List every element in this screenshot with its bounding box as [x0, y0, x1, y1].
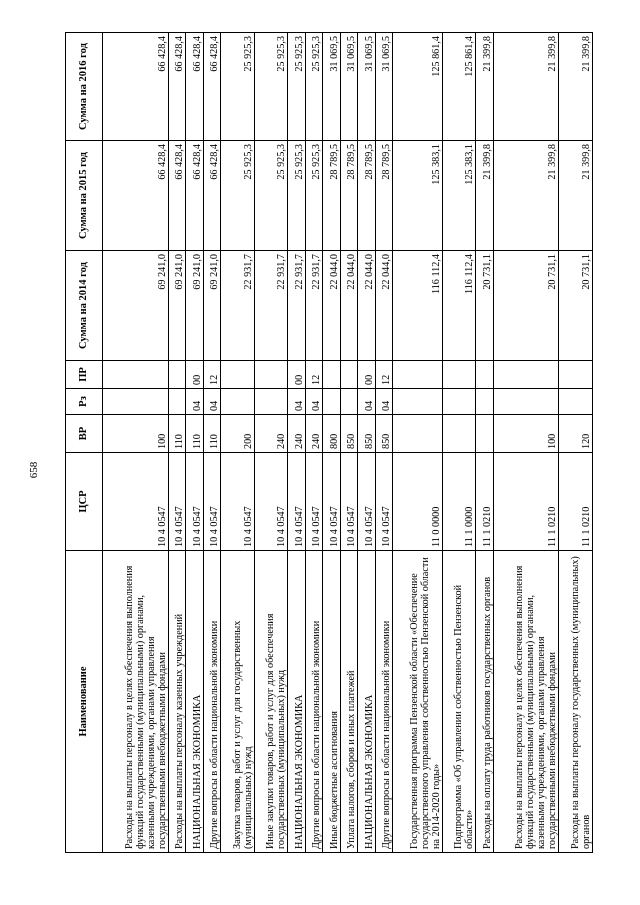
cell-vr: 200 [221, 415, 255, 453]
cell-pr: 00 [358, 361, 376, 389]
table-row [358, 33, 376, 853]
cell-rz [103, 389, 169, 415]
cell-2016: 31 069,5 [340, 33, 358, 141]
cell-2016: 25 925,3 [305, 33, 323, 141]
cell-pr: 00 [186, 361, 204, 389]
cell-vr: 100 [103, 415, 169, 453]
cell-2015: 28 789,5 [375, 141, 393, 251]
cell-vr: 120 [559, 415, 593, 453]
cell-2015: 66 428,4 [103, 141, 169, 251]
table-row [103, 33, 169, 853]
cell-2014: 22 044,0 [340, 251, 358, 361]
cell-2016: 31 069,5 [375, 33, 393, 141]
cell-pr: 00 [288, 361, 306, 389]
cell-rz: 04 [305, 389, 323, 415]
cell-rz: 04 [288, 389, 306, 415]
cell-2015: 25 925,3 [305, 141, 323, 251]
header-2014: Сумма на 2014 год [66, 251, 103, 361]
cell-2014: 22 044,0 [375, 251, 393, 361]
cell-csr: 10 4 0547 [323, 453, 341, 551]
cell-pr: 12 [203, 361, 221, 389]
cell-csr: 10 4 0547 [168, 453, 186, 551]
cell-vr: 100 [493, 415, 559, 453]
cell-csr: 10 4 0547 [186, 453, 204, 551]
header-2016: Сумма на 2016 год [66, 33, 103, 141]
cell-rz: 04 [186, 389, 204, 415]
cell-2015: 125 383,1 [442, 141, 476, 251]
cell-2014: 22 044,0 [358, 251, 376, 361]
cell-pr [168, 361, 186, 389]
table-row [375, 33, 393, 853]
cell-csr: 10 4 0547 [254, 453, 288, 551]
cell-2016: 25 925,3 [221, 33, 255, 141]
cell-name: Расходы на выплаты персоналу казенных учреждений [168, 551, 186, 853]
cell-csr: 10 4 0547 [375, 453, 393, 551]
table-row [393, 33, 443, 853]
cell-vr: 240 [305, 415, 323, 453]
cell-2014: 22 931,7 [305, 251, 323, 361]
cell-rz [493, 389, 559, 415]
cell-vr: 110 [203, 415, 221, 453]
cell-name: Расходы на выплаты персоналу в целях обеспечения выполнения функций государственными (муниципальными) органами, казенными учреждениями, органами управления государственными внебюджетными фондами [493, 551, 559, 853]
cell-2016: 25 925,3 [288, 33, 306, 141]
cell-pr [493, 361, 559, 389]
cell-vr: 800 [323, 415, 341, 453]
cell-vr [393, 415, 443, 453]
cell-name: Закупка товаров, работ и услуг для государственных (муниципальных) нужд [221, 551, 255, 853]
cell-2014: 22 931,7 [254, 251, 288, 361]
cell-pr [340, 361, 358, 389]
cell-2015: 25 925,3 [288, 141, 306, 251]
cell-rz [168, 389, 186, 415]
cell-rz [254, 389, 288, 415]
cell-vr: 240 [288, 415, 306, 453]
cell-2015: 21 399,8 [493, 141, 559, 251]
cell-csr: 11 1 0210 [493, 453, 559, 551]
header-row [66, 33, 103, 853]
cell-vr: 850 [340, 415, 358, 453]
cell-csr: 11 1 0210 [559, 453, 593, 551]
cell-name: НАЦИОНАЛЬНАЯ ЭКОНОМИКА [358, 551, 376, 853]
cell-csr: 10 4 0547 [305, 453, 323, 551]
header-name: Наименование [66, 551, 103, 853]
cell-2014: 22 931,7 [288, 251, 306, 361]
cell-rz [476, 389, 494, 415]
cell-2016: 25 925,3 [254, 33, 288, 141]
cell-2016: 66 428,4 [203, 33, 221, 141]
table-row [203, 33, 221, 853]
cell-vr [476, 415, 494, 453]
cell-2016: 21 399,8 [493, 33, 559, 141]
cell-2015: 66 428,4 [168, 141, 186, 251]
table-row [288, 33, 306, 853]
cell-2016: 66 428,4 [186, 33, 204, 141]
cell-name: Другие вопросы в области национальной экономики [305, 551, 323, 853]
header-pr: ПР [66, 361, 103, 389]
cell-csr: 11 0 0000 [393, 453, 443, 551]
cell-2015: 125 383,1 [393, 141, 443, 251]
header-csr: ЦСР [66, 453, 103, 551]
page-number: 658 [28, 461, 40, 479]
cell-2014: 69 241,0 [168, 251, 186, 361]
cell-vr: 110 [186, 415, 204, 453]
cell-2014: 20 731,1 [476, 251, 494, 361]
cell-name: Уплата налогов, сборов и иных платежей [340, 551, 358, 853]
table-row [168, 33, 186, 853]
cell-2014: 20 731,1 [559, 251, 593, 361]
cell-2016: 31 069,5 [323, 33, 341, 141]
cell-name: Иные бюджетные ассигнования [323, 551, 341, 853]
cell-pr [323, 361, 341, 389]
cell-csr: 10 4 0547 [288, 453, 306, 551]
cell-csr: 10 4 0547 [103, 453, 169, 551]
cell-csr: 10 4 0547 [358, 453, 376, 551]
cell-pr [393, 361, 443, 389]
cell-2016: 21 399,8 [559, 33, 593, 141]
budget-table-wrapper [65, 33, 593, 853]
cell-2015: 66 428,4 [203, 141, 221, 251]
cell-csr: 10 4 0547 [221, 453, 255, 551]
cell-2014: 116 112,4 [442, 251, 476, 361]
cell-rz [340, 389, 358, 415]
cell-rz [393, 389, 443, 415]
cell-2016: 66 428,4 [168, 33, 186, 141]
cell-pr [476, 361, 494, 389]
header-2015: Сумма на 2015 год [66, 141, 103, 251]
cell-name: Подпрограмма «Об управлении собственностью Пензенской области» [442, 551, 476, 853]
cell-name: Другие вопросы в области национальной экономики [203, 551, 221, 853]
header-vr: ВР [66, 415, 103, 453]
cell-rz [221, 389, 255, 415]
cell-name: Государственная программа Пензенской области «Обеспечение государственного управления собственностью Пензенской области на 2014-2020 годы» [393, 551, 443, 853]
cell-2014: 22 044,0 [323, 251, 341, 361]
cell-pr [559, 361, 593, 389]
cell-csr: 11 1 0210 [476, 453, 494, 551]
cell-csr: 10 4 0547 [203, 453, 221, 551]
cell-name: НАЦИОНАЛЬНАЯ ЭКОНОМИКА [288, 551, 306, 853]
table-row [476, 33, 494, 853]
cell-rz [323, 389, 341, 415]
table-row [221, 33, 255, 853]
cell-vr: 850 [358, 415, 376, 453]
header-rz: Рз [66, 389, 103, 415]
cell-vr: 240 [254, 415, 288, 453]
cell-2016: 66 428,4 [103, 33, 169, 141]
cell-2015: 21 399,8 [476, 141, 494, 251]
cell-2014: 69 241,0 [203, 251, 221, 361]
cell-pr: 12 [375, 361, 393, 389]
cell-vr: 110 [168, 415, 186, 453]
cell-2014: 22 931,7 [221, 251, 255, 361]
cell-rz: 04 [203, 389, 221, 415]
budget-table [65, 32, 593, 853]
table-row [493, 33, 559, 853]
cell-pr: 12 [305, 361, 323, 389]
cell-name: Другие вопросы в области национальной экономики [375, 551, 393, 853]
cell-2016: 125 861,4 [393, 33, 443, 141]
cell-vr [442, 415, 476, 453]
cell-rz [559, 389, 593, 415]
cell-pr [254, 361, 288, 389]
table-row [442, 33, 476, 853]
cell-2016: 125 861,4 [442, 33, 476, 141]
cell-2016: 31 069,5 [358, 33, 376, 141]
cell-2015: 28 789,5 [358, 141, 376, 251]
cell-2014: 69 241,0 [186, 251, 204, 361]
table-row [323, 33, 341, 853]
cell-csr: 11 1 0000 [442, 453, 476, 551]
table-row [305, 33, 323, 853]
cell-2015: 28 789,5 [340, 141, 358, 251]
cell-2015: 28 789,5 [323, 141, 341, 251]
table-row [254, 33, 288, 853]
cell-rz: 04 [375, 389, 393, 415]
cell-2015: 21 399,8 [559, 141, 593, 251]
cell-2015: 25 925,3 [221, 141, 255, 251]
table-row [186, 33, 204, 853]
cell-csr: 10 4 0547 [340, 453, 358, 551]
cell-name: НАЦИОНАЛЬНАЯ ЭКОНОМИКА [186, 551, 204, 853]
cell-name: Иные закупки товаров, работ и услуг для обеспечения государственных (муниципальных) нужд [254, 551, 288, 853]
cell-vr: 850 [375, 415, 393, 453]
cell-2014: 20 731,1 [493, 251, 559, 361]
cell-2015: 66 428,4 [186, 141, 204, 251]
cell-2014: 69 241,0 [103, 251, 169, 361]
table-row [340, 33, 358, 853]
table-row [559, 33, 593, 853]
cell-2015: 25 925,3 [254, 141, 288, 251]
cell-rz: 04 [358, 389, 376, 415]
cell-2014: 116 112,4 [393, 251, 443, 361]
cell-pr [221, 361, 255, 389]
cell-name: Расходы на выплаты персоналу в целях обеспечения выполнения функций государственными (муниципальными) органами, казенными учреждениями, органами управления государственными внебюджетными фондами [103, 551, 169, 853]
cell-pr [103, 361, 169, 389]
table-body [103, 33, 593, 853]
cell-name: Расходы на выплаты персоналу государственных (муниципальных) органов [559, 551, 593, 853]
cell-name: Расходы на оплату труда работников государственных органов [476, 551, 494, 853]
cell-2016: 21 399,8 [476, 33, 494, 141]
cell-pr [442, 361, 476, 389]
cell-rz [442, 389, 476, 415]
